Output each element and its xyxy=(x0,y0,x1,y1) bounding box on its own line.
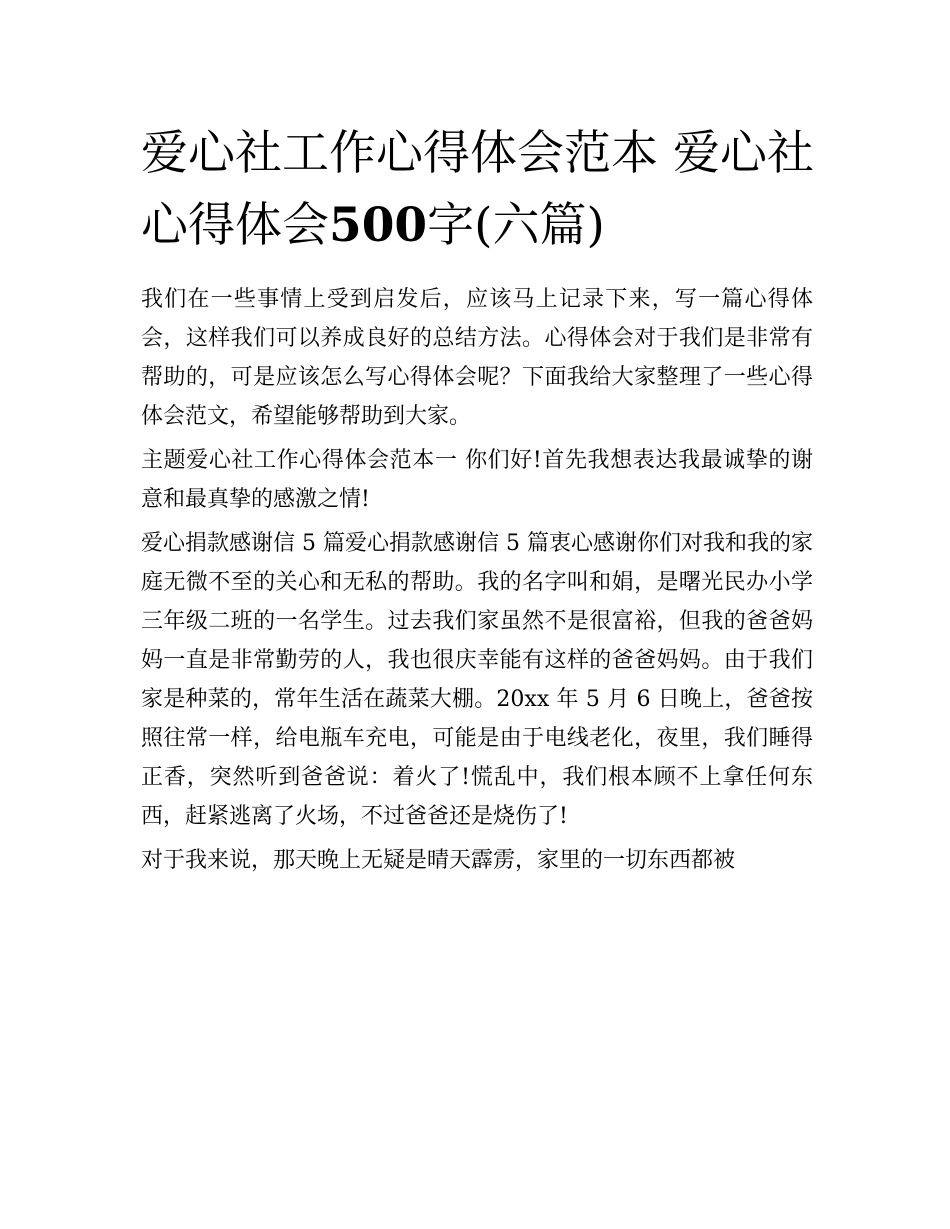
document-title xyxy=(141,118,821,262)
paragraph-intro: 我们在一些事情上受到启发后，应该马上记录下来，写一篇心得体会，这样我们可以养成良好的总结方法。心得体会对于我们是非常有帮助的，可是应该怎么写心得体会呢？下面我给大家整理了一些心得体会范文，希望能够帮助到大家。 xyxy=(141,287,813,429)
title-text-part-2: 字(六篇) xyxy=(427,198,605,253)
title-number: 500 xyxy=(329,198,428,253)
title-text-part-1: 爱心社工作心得体会范本 爱心社心得体会 xyxy=(141,126,814,253)
document-body xyxy=(141,280,813,885)
paragraph-letter: 爱心捐款感谢信 5 篇爱心捐款感谢信 5 篇衷心感谢你们对我和我的家庭无微不至的关心和无私的帮助。我的名字叫和娟，是曙光民办小学三年级二班的一名学生。过去我们家虽然不是很富裕，但我的爸爸妈妈一直是非常勤劳的人，我也很庆幸能有这样的爸爸妈妈。由于我们家是种菜的，常年生活在蔬菜大棚。20xx 年 5 月 6 日晚上，爸爸按照往常一样，给电瓶车充电，可能是由于电线老化，夜里，我们睡得正香，突然听到爸爸说：着火了!慌乱中，我们根本顾不上拿任何东西，赶紧逃离了火场，不过爸爸还是烧伤了! xyxy=(141,531,813,829)
paragraph-continued: 对于我来说，那天晚上无疑是晴天霹雳，家里的一切东西都被 xyxy=(141,848,736,873)
paragraph-theme: 主题爱心社工作心得体会范本一 你们好!首先我想表达我最诚挚的谢意和最真挚的感激之情! xyxy=(141,448,813,512)
